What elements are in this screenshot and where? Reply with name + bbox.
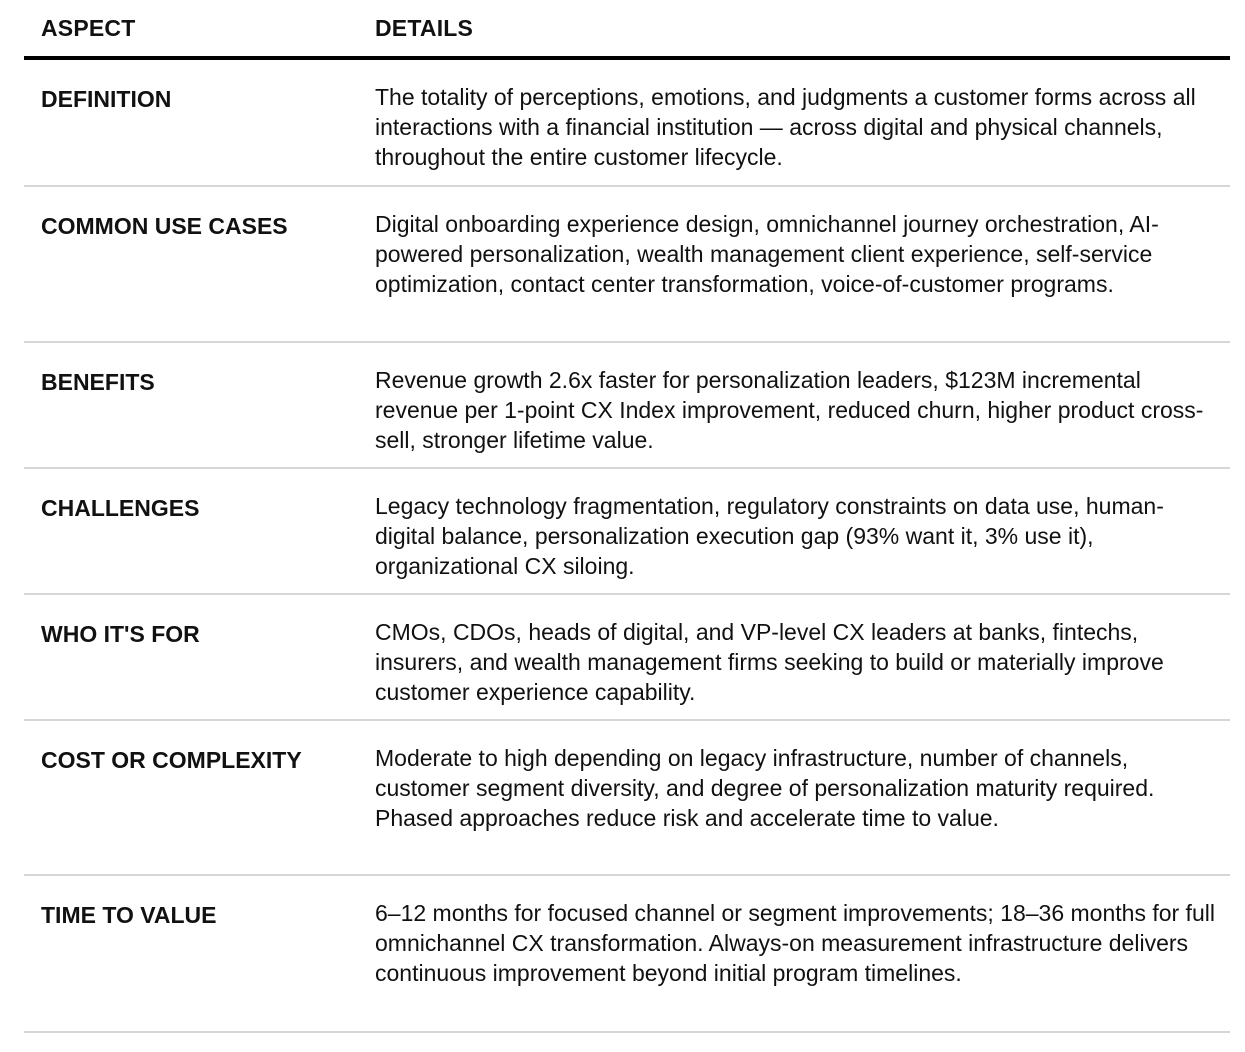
table-row-cost-or-complexity [24, 721, 1230, 876]
header-details: DETAILS [375, 15, 474, 41]
aspect-cell: BENEFITS [41, 369, 155, 395]
details-cell: CMOs, CDOs, heads of digital, and VP-level CX leaders at banks, fintechs, insurers, and wealth management firms seeking to build or materially improve customer experience capability. [375, 619, 1164, 705]
details-cell: 6–12 months for focused channel or segment improvements; 18–36 months for full omnichannel CX transformation. Always-on measurement infrastructure delivers continuous improvement beyond initial program timelines. [375, 900, 1215, 986]
table-row-common-use-cases [24, 187, 1230, 343]
details-cell: The totality of perceptions, emotions, and judgments a customer forms across all interactions with a financial institution — across digital and physical channels, throughout the entire customer lifecycle. [375, 84, 1196, 170]
aspect-cell: DEFINITION [41, 86, 172, 112]
details-cell: Moderate to high depending on legacy infrastructure, number of channels, customer segment diversity, and degree of personalization maturity required. Phased approaches reduce risk and accelerate time to value. [375, 745, 1155, 831]
details-cell: Revenue growth 2.6x faster for personalization leaders, $123M incremental revenue per 1-point CX Index improvement, reduced churn, higher product cross-sell, stronger lifetime value. [375, 367, 1204, 453]
aspect-details-table [24, 0, 1230, 1033]
aspect-cell: TIME TO VALUE [41, 902, 217, 928]
header-aspect: ASPECT [41, 15, 136, 41]
aspect-cell: COMMON USE CASES [41, 213, 288, 239]
table-row-benefits [24, 343, 1230, 469]
details-cell: Legacy technology fragmentation, regulatory constraints on data use, human-digital balance, personalization execution gap (93% want it, 3% use it), organizational CX siloing. [375, 493, 1164, 579]
table-row-time-to-value [24, 876, 1230, 1033]
aspect-cell: CHALLENGES [41, 495, 200, 521]
details-cell: Digital onboarding experience design, omnichannel journey orchestration, AI-powered personalization, wealth management client experience, self-service optimization, contact center transformation, voice-of-customer programs. [375, 211, 1159, 297]
table-row-challenges [24, 469, 1230, 595]
aspect-cell: COST OR COMPLEXITY [41, 747, 302, 773]
table-header-row [24, 0, 1230, 60]
aspect-cell: WHO IT'S FOR [41, 621, 200, 647]
table-row-who-its-for [24, 595, 1230, 721]
table-row-definition [24, 60, 1230, 187]
